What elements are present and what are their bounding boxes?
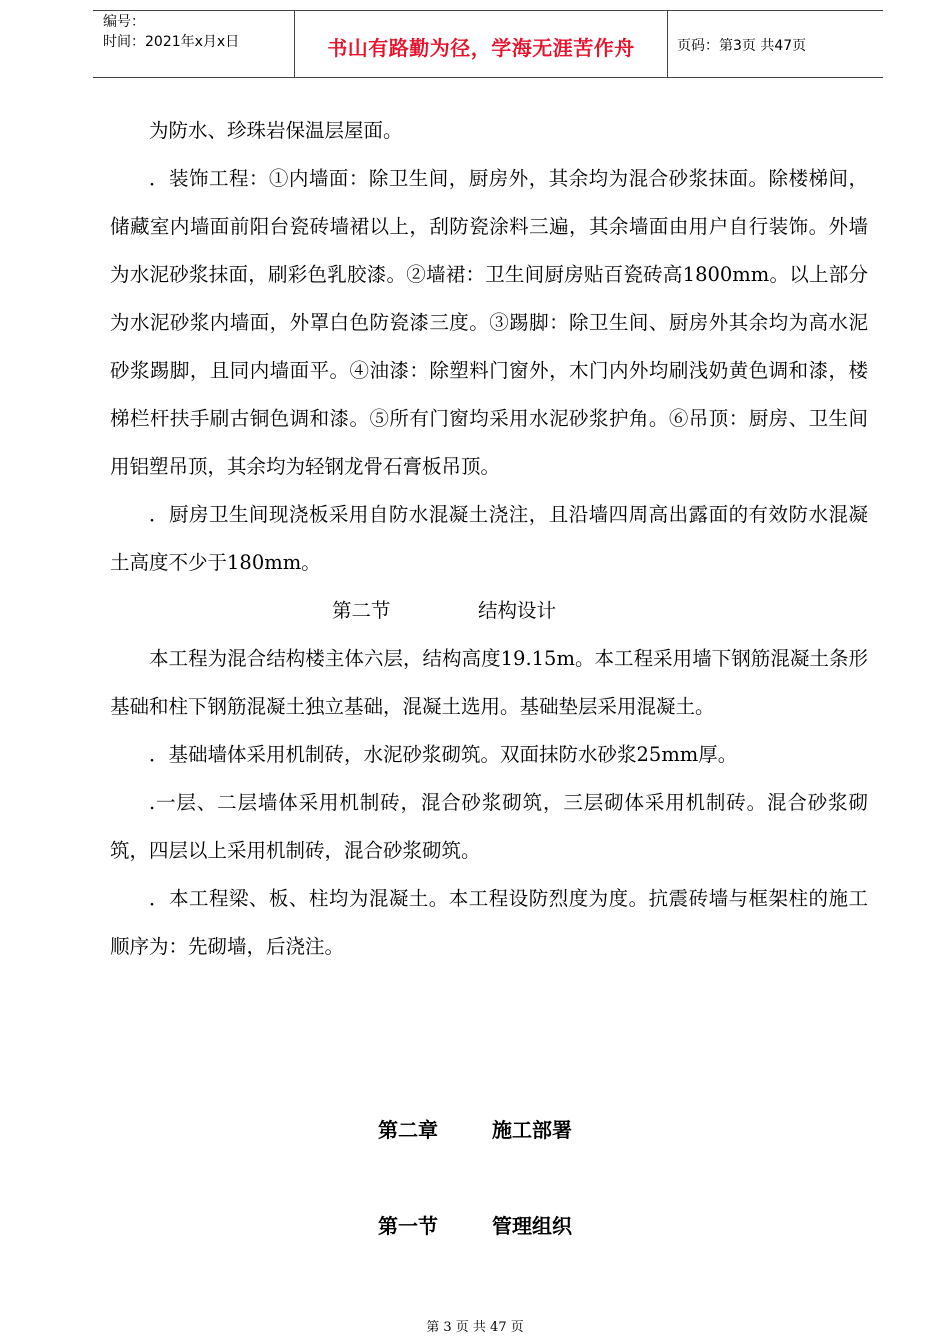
paragraph: ．本工程梁、板、柱均为混凝土。本工程设防烈度为度。抗震砖墙与框架柱的施工顺序为：先砌墙，后浇注。 <box>110 887 868 958</box>
subsection-heading <box>0 1210 950 1239</box>
section-title: 结构设计 <box>478 599 557 622</box>
paragraph: ．基础墙体采用机制砖，水泥砂浆砌筑。双面抹防水砂浆25mm厚。 <box>149 743 738 766</box>
paragraph: .一层、二层墙体采用机制砖，混合砂浆砌筑，三层砌体采用机制砖。混合砂浆砌筑，四层以上采用机制砖，混合砂浆砌筑。 <box>110 791 868 862</box>
header-page-info: 页码：第3页 共47页 <box>677 38 807 54</box>
section-number: 第二节 <box>332 599 391 622</box>
header-motto: 书山有路勤为径，学海无涯苦作舟 <box>327 36 635 60</box>
page-header <box>93 10 883 78</box>
page-footer: 第 3 页 共 47 页 <box>426 1320 524 1335</box>
paragraph: ．装饰工程：①内墙面：除卫生间，厨房外，其余均为混合砂浆抹面。除楼梯间，储藏室内墙面前阳台瓷砖墙裙以上，刮防瓷涂料三遍，其余墙面由用户自行装饰。外墙为水泥砂浆抹面，刷彩色乳胶漆。②墙裙：卫生间厨房贴百瓷砖高1800mm。以上部分为水泥砂浆内墙面，外罩白色防瓷漆三度。③踢脚：除卫生间、厨房外其余均为高水泥砂浆踢脚，且同内墙面平。④油漆：除塑料门窗外，木门内外均刷浅奶黄色调和漆，楼梯栏杆扶手刷古铜色调和漆。⑤所有门窗均采用水泥砂浆护角。⑥吊顶：厨房、卫生间用铝塑吊顶，其余均为轻钢龙骨石膏板吊顶。 <box>110 167 868 478</box>
date-label: 时间：2021年x月x日 <box>103 34 240 50</box>
paragraph: 本工程为混合结构楼主体六层，结构高度19.15m。本工程采用墙下钢筋混凝土条形基础和柱下钢筋混凝土独立基础，混凝土选用。基础垫层采用混凝土。 <box>110 647 868 718</box>
paragraph: 为防水、珍珠岩保温层屋面。 <box>149 119 403 142</box>
section-heading <box>110 587 868 635</box>
document-body <box>110 107 868 971</box>
subsection-title: 管理组织 <box>491 1214 572 1238</box>
chapter-number: 第二章 <box>378 1118 439 1142</box>
chapter-title: 施工部署 <box>491 1118 572 1142</box>
serial-label: 编号： <box>103 14 145 30</box>
header-meta <box>103 12 239 52</box>
header-divider <box>667 11 668 77</box>
paragraph: ．厨房卫生间现浇板采用自防水混凝土浇注，且沿墙四周高出露面的有效防水混凝土高度不少于180mm。 <box>110 503 868 574</box>
subsection-number: 第一节 <box>378 1214 439 1238</box>
chapter-heading <box>0 1114 950 1143</box>
